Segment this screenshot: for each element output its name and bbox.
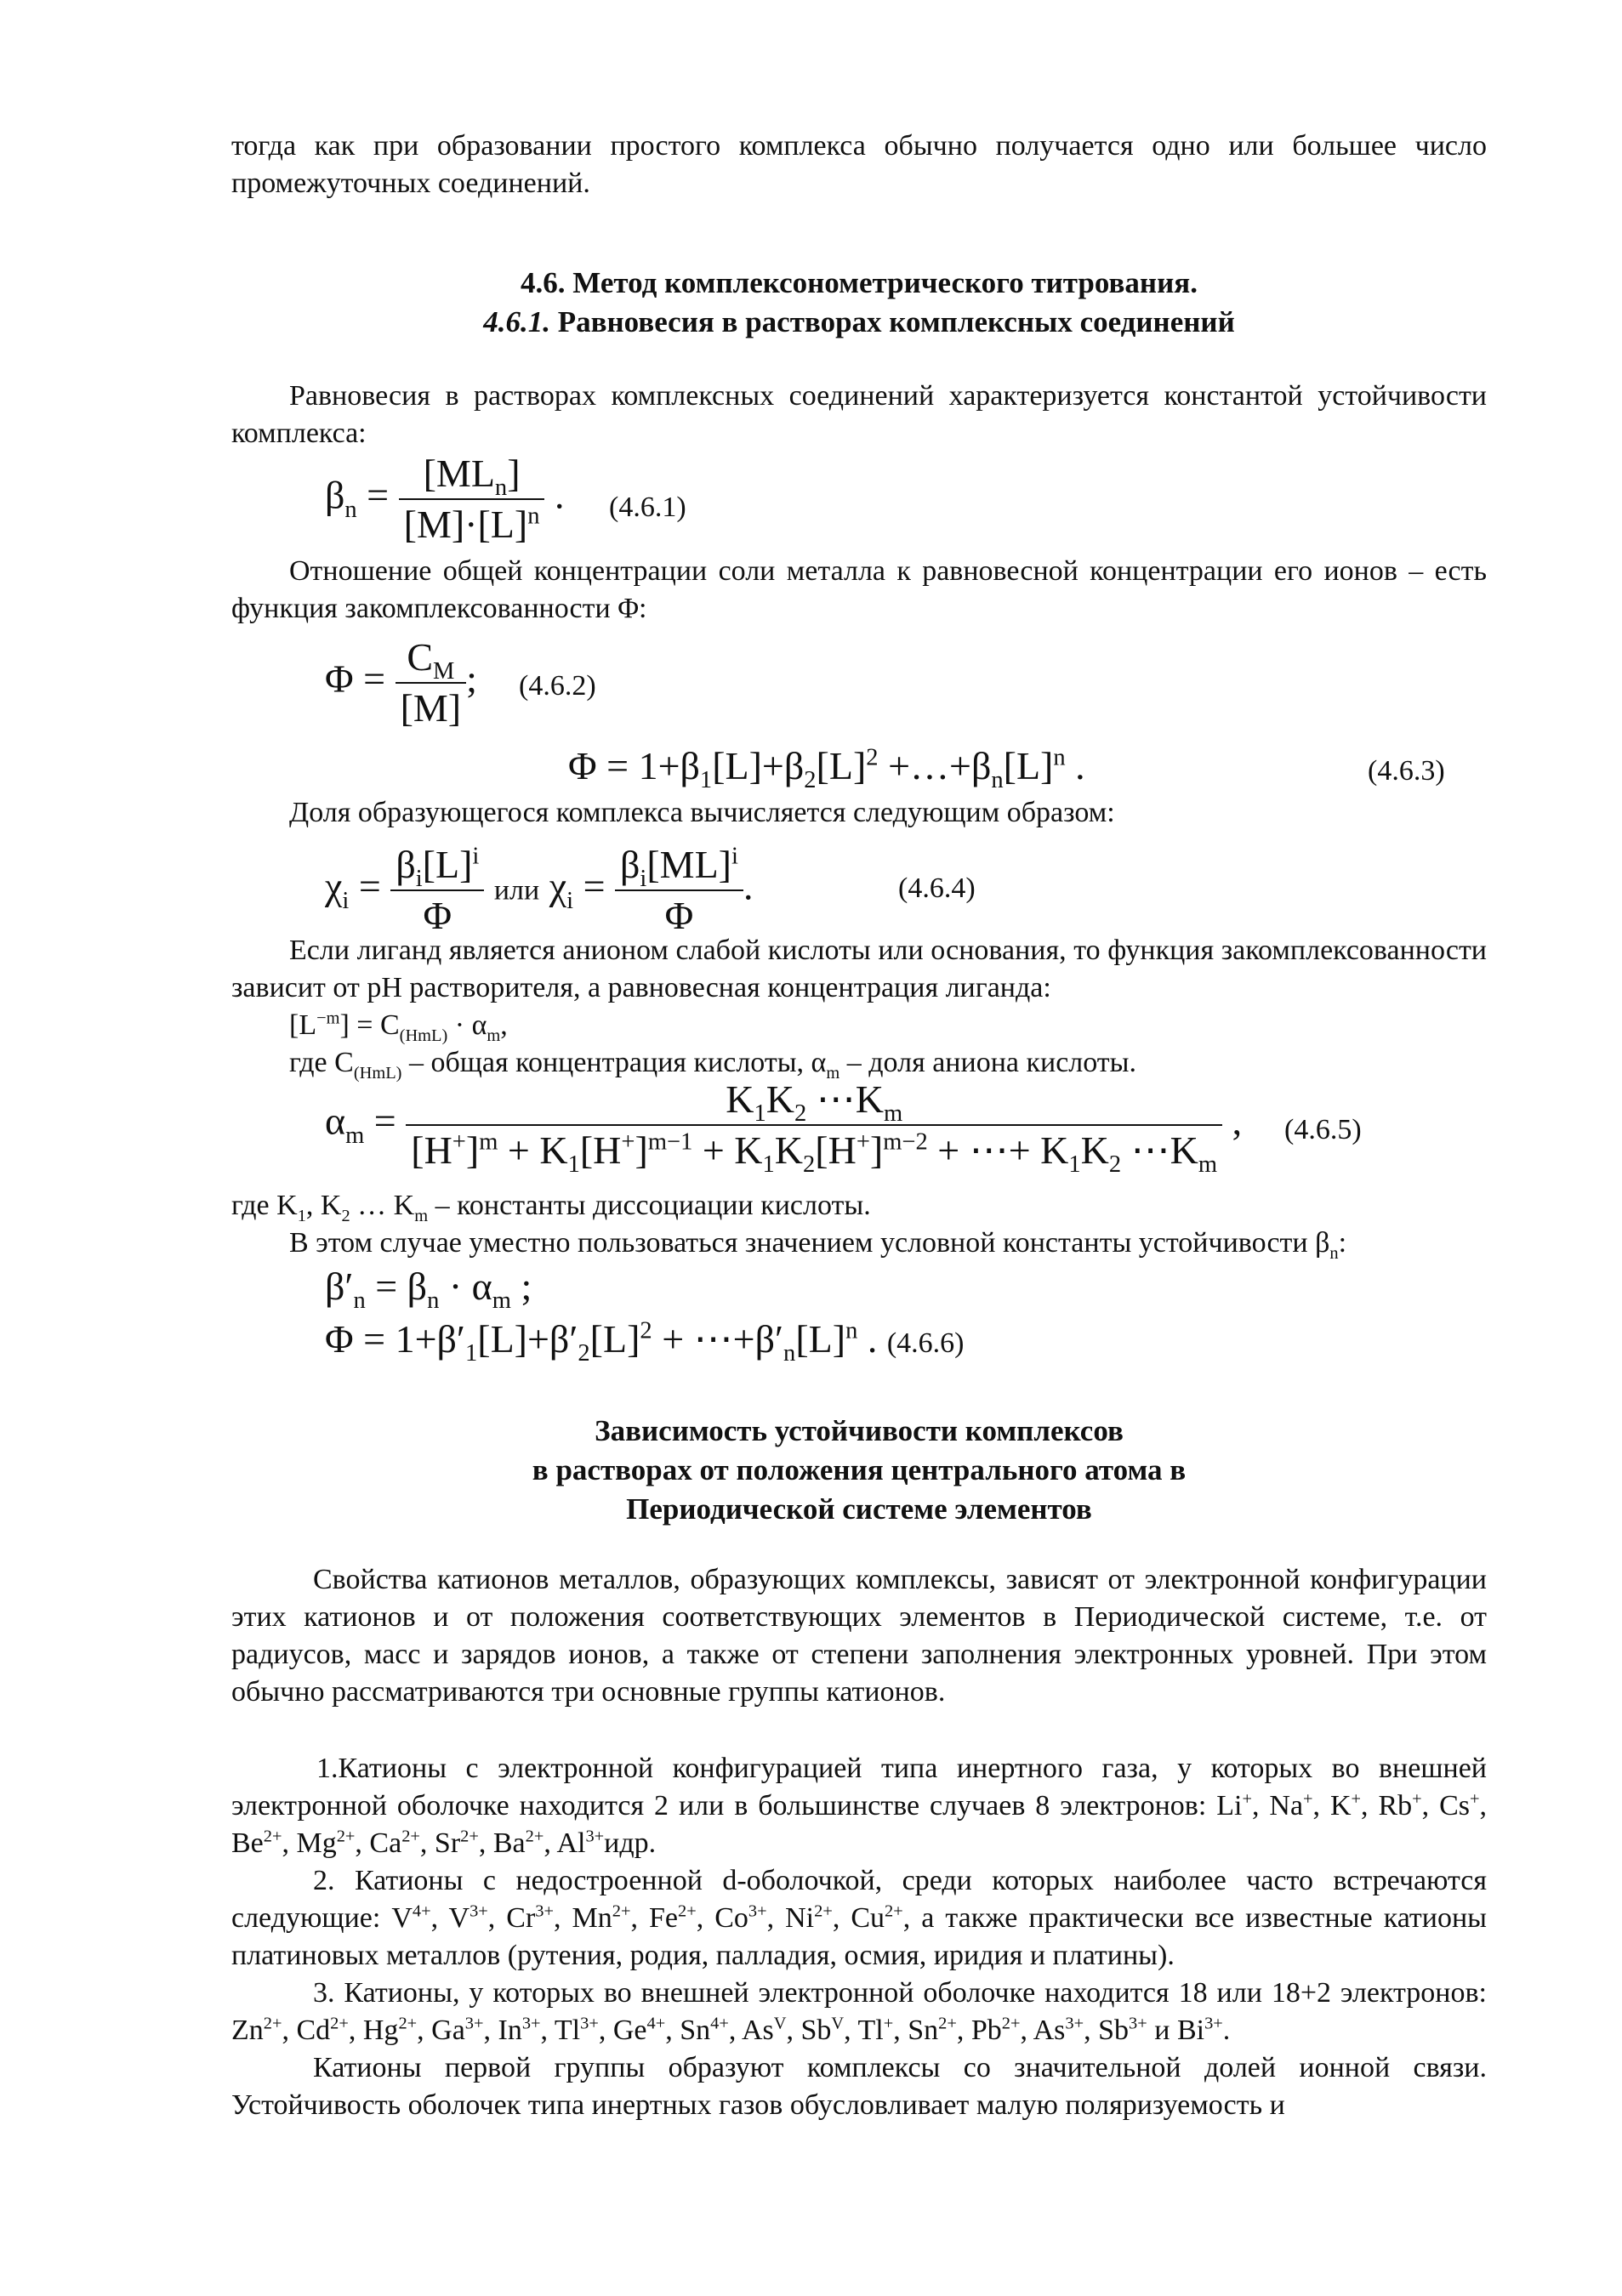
eq-number-4: (4.6.4)	[898, 872, 976, 904]
ligand-paragraph: Если лиганд является анионом слабой кислоты или основания, то функция закомплексованности зависит от pH растворителя, а равновесная концентрация лиганда:	[231, 935, 1487, 1003]
fraction-paragraph: Доля образующегося комплекса вычисляется следующим образом:	[289, 797, 1115, 828]
where-k-line: где $K_1$, $K_2$ … $K_m$ – константы диссоциации кислоты.	[231, 1190, 871, 1225]
formula-conditional-beta: $\beta'_n = \beta_n \cdot \alpha_m$ ;	[325, 1265, 532, 1315]
formula-4-6-1: $\beta_n$ = $\frac{[ML_n]}{[M]\cdot[L]^n}$ .	[325, 452, 565, 546]
formula-4-6-4: $\chi_i$ = $\frac{\beta_i[L]^i}{\Phi}$ или $\chi_i$ = $\frac{\beta_i[ML]^i}{\Phi}$ .	[325, 843, 754, 937]
group1-paragraph: 1.Катионы с электронной конфигурацией типа инертного газа, у которых во внешней электронной оболочке находится 2 или в большинстве случаев 8 электронов: Li+, Na+, K+, Rb+, Cs+, $Be^{2+}$, $Mg^{2+}$, $Ca^{2+}$, $Sr^{2+}$, $Ba^{2+}$, $Al^{3+}идр$.	[231, 1753, 1487, 1859]
dependence-heading-2: в растворах от положения центрального атома в	[532, 1453, 1187, 1486]
eq-number-5: (4.6.5)	[1284, 1114, 1362, 1145]
conditional-paragraph: В этом случае уместно пользоваться значением условной константы устойчивости $\beta_n$:	[289, 1227, 1347, 1263]
eq-number-3: (4.6.3)	[1368, 755, 1445, 787]
dependence-heading-1: Зависимость устойчивости комплексов	[595, 1414, 1124, 1447]
formula-4-6-5: $\alpha_m$ = $\frac{K_1K_2 \cdots K_m}{[H^+]^m + K_1[H^+]^{m-1} + K_1K_2[H^+]^{m-2} + \cdots+ K_1K_2 \cdots K_m}$ ,	[325, 1077, 1243, 1179]
eq-number-2: (4.6.2)	[519, 670, 596, 702]
fraction: $\frac{C_M}{[M]}$	[396, 634, 467, 731]
subtitle-number: 4.6.1.	[483, 305, 550, 338]
word-or: или	[493, 874, 540, 906]
intro-paragraph: тогда как при образовании простого комплекса обычно получается одно или большее число промежуточных соединений.	[231, 130, 1487, 199]
section-title: 4.6. Метод комплексонометрического титрования.	[521, 266, 1198, 299]
fraction: $\frac{[ML_n]}{[M]\cdot[L]^n}$	[399, 451, 545, 548]
subtitle-text: Равновесия в растворах комплексных соединений	[557, 305, 1235, 338]
eq-number-6: (4.6.6)	[886, 1327, 965, 1359]
fraction: $\frac{\beta_i[ML]^i}{\Phi}$	[615, 842, 743, 939]
group2-paragraph: 2. Катионы с недостроенной d-оболочкой, среди которых наиболее часто встречаются следующие: $V^{4+}$, $V^{3+}$, $Cr^{3+}$, $Mn^{2+}$, $Fe^{2+}$, $Co^{3+}$, $Ni^{2+}$, $Cu^{2+}$, а также практически все известные катионы платиновых металлов (рутения, родия, палладия, осмия, иридия и платины).	[231, 1865, 1487, 1971]
formula-4-6-3: $\Phi = 1+\beta_1[L]+\beta_2[L]^2$ $+\dots+\beta_n[L]^n$ .	[568, 744, 1085, 794]
first-group-paragraph: Катионы первой группы образуют комплексы со значительной долей ионной связи. Устойчивость оболочек типа инертных газов обусловливает малую поляризуемость и	[231, 2052, 1487, 2121]
properties-paragraph: Свойства катионов металлов, образующих комплексы, зависят от электронной конфигурации этих катионов и от положения соответствующих элементов в Периодической системе, т.е. от радиусов, масс и зарядов ионов, а также от степени заполнения электронных уровней. При этом обычно рассматриваются три основные группы катионов.	[231, 1564, 1487, 1708]
ligand-concentration-line: $[L^{-m}] = C_{(HmL)} \cdot \alpha_m$,	[289, 1009, 508, 1045]
ratio-paragraph: Отношение общей концентрации соли металла к равновесной концентрации его ионов – есть функция закомплексованности Φ:	[231, 555, 1487, 624]
formula-4-6-2: Φ = $\frac{C_M}{[M]}$ ;	[325, 635, 477, 730]
eq-number-1: (4.6.1)	[609, 492, 686, 523]
formula-4-6-6: $\Phi = 1+\beta'_1[L]+\beta'_2[L]^2$ + $\cdots+\beta'_n[L]^n$ . (4.6.6)	[325, 1317, 965, 1367]
dependence-heading-3: Периодической системе элементов	[626, 1492, 1092, 1526]
section-subtitle	[231, 303, 1487, 342]
group3-paragraph: 3. Катионы, у которых во внешней электронной оболочке находится 18 или 18+2 электронов: $Zn^{2+}$, $Cd^{2+}$, $Hg^{2+}$, $Ga^{3+}$, $In^{3+}$, $Tl^{3+}$, $Ge^{4+}$, $Sn^{4+}$, $As^V$, $Sb^V$, Tl+, $Sn^{2+}$, $Pb^{2+}$, $As^{3+}$, $Sb^{3+}$ и $Bi^{3+}$.	[231, 1977, 1487, 2046]
equilibrium-paragraph: Равновесия в растворах комплексных соединений характеризуется константой устойчивости комплекса:	[231, 380, 1487, 449]
fraction: $\frac{K_1K_2 \cdots K_m}{[H^+]^m + K_1[H^+]^{m-1} + K_1K_2[H^+]^{m-2} + \cdots+ K_1K_2 \cdots K_m}$	[406, 1077, 1222, 1174]
fraction: $\frac{\beta_i[L]^i}{\Phi}$	[390, 842, 484, 939]
where-c-line: где $C_{(HmL)}$ – общая концентрация кислоты, $\alpha_m$ – доля аниона кислоты.	[289, 1047, 1136, 1083]
